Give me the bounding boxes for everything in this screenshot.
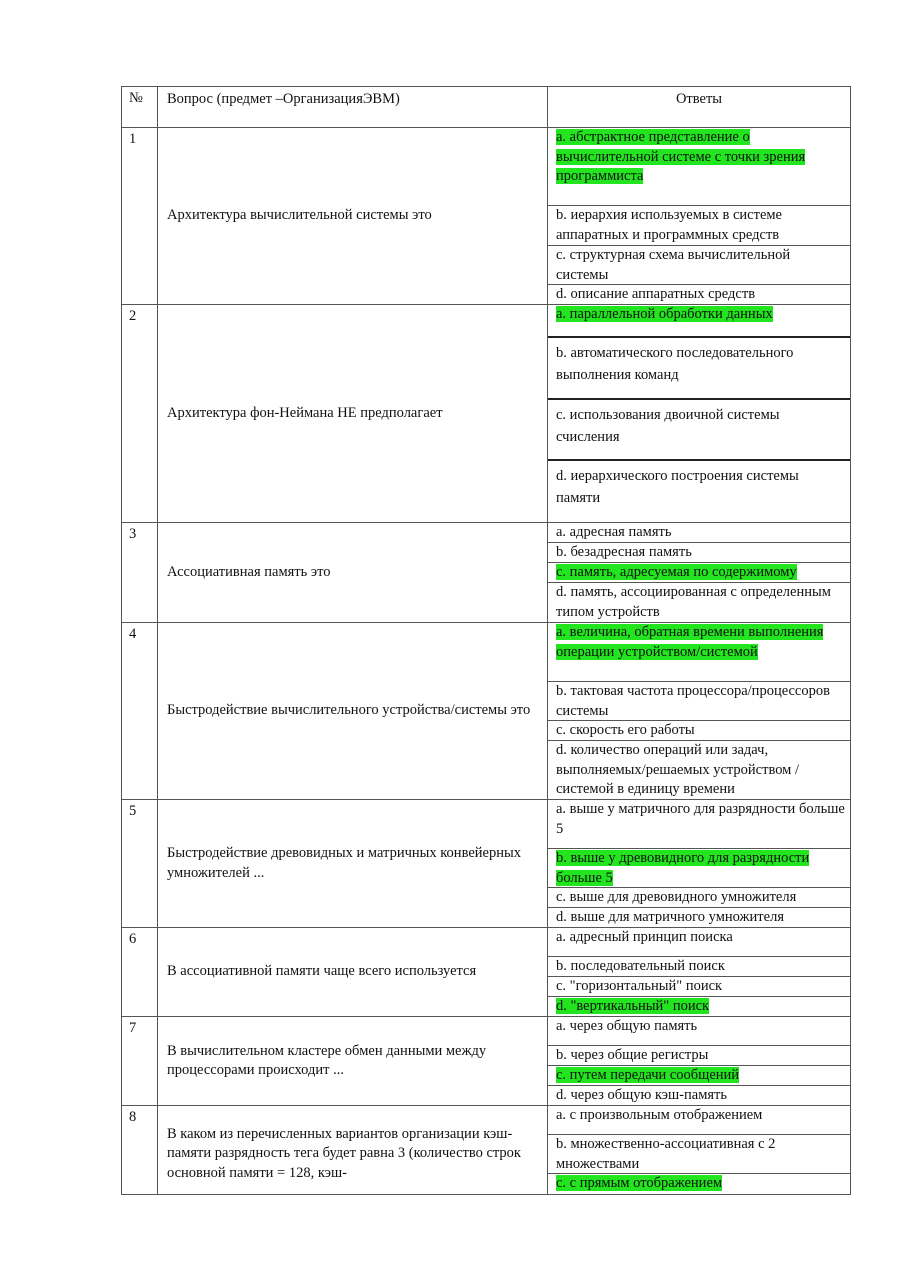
answer-option: b. тактовая частота процессора/процессоров системы bbox=[548, 682, 850, 721]
answer-options bbox=[548, 1017, 851, 1106]
question-text: Архитектура фон-Неймана НЕ предполагает bbox=[158, 305, 548, 523]
answer-option bbox=[548, 563, 850, 583]
answer-option: c. "горизонтальный" поиск bbox=[548, 977, 850, 997]
answer-option: c. структурная схема вычислительной системы bbox=[548, 246, 850, 285]
table-row bbox=[122, 1106, 851, 1195]
answer-option: a. выше у матричного для разрядности больше 5 bbox=[548, 800, 850, 849]
question-text: Архитектура вычислительной системы это bbox=[158, 128, 548, 305]
answer-option: d. иерархического построения системы памяти bbox=[556, 468, 799, 506]
correct-answer: c. путем передачи сообщений bbox=[556, 1067, 740, 1083]
answer-option: d. описание аппаратных средств bbox=[556, 286, 756, 302]
table-row bbox=[122, 305, 851, 523]
question-number: 4 bbox=[122, 623, 158, 800]
answer-option: b. иерархия используемых в системе аппаратных и программных средств bbox=[548, 206, 850, 246]
table-row bbox=[122, 1017, 851, 1106]
answer-option: a. адресный принцип поиска bbox=[548, 928, 850, 957]
question-text: Ассоциативная память это bbox=[158, 523, 548, 623]
table-row bbox=[122, 800, 851, 928]
answer-option: a. адресная память bbox=[548, 523, 850, 543]
question-number: 6 bbox=[122, 928, 158, 1017]
answer-option: b. безадресная память bbox=[548, 543, 850, 563]
answer-option: d. память, ассоциированная с определенным типом устройств bbox=[556, 584, 831, 620]
table-header-row bbox=[122, 87, 851, 128]
answer-option bbox=[548, 849, 850, 888]
correct-answer: c. память, адресуемая по содержимому bbox=[556, 564, 797, 580]
question-text: Быстродействие вычислительного устройства/системы это bbox=[158, 623, 548, 800]
correct-answer: a. величина, обратная времени выполнения операции устройством/системой bbox=[556, 624, 824, 660]
answer-option: b. автоматического последовательного выполнения команд bbox=[548, 338, 850, 400]
answer-option: a. через общую память bbox=[548, 1017, 850, 1046]
answer-option bbox=[548, 128, 850, 206]
question-number: 7 bbox=[122, 1017, 158, 1106]
answer-options bbox=[548, 800, 851, 928]
table-row bbox=[122, 928, 851, 1017]
question-number: 1 bbox=[122, 128, 158, 305]
questions-table bbox=[121, 86, 851, 1195]
answer-option bbox=[548, 997, 850, 1016]
question-number: 5 bbox=[122, 800, 158, 928]
question-text: В ассоциативной памяти чаще всего используется bbox=[158, 928, 548, 1017]
answer-options bbox=[548, 1106, 851, 1195]
answer-options bbox=[548, 928, 851, 1017]
question-number: 8 bbox=[122, 1106, 158, 1195]
answer-option: b. последовательный поиск bbox=[548, 957, 850, 977]
table-row bbox=[122, 623, 851, 800]
answer-option: b. через общие регистры bbox=[548, 1046, 850, 1066]
correct-answer: a. параллельной обработки данных bbox=[556, 306, 773, 322]
answer-option: c. выше для древовидного умножителя bbox=[548, 888, 850, 908]
correct-answer: b. выше у древовидного для разрядности больше 5 bbox=[556, 850, 810, 886]
answer-option bbox=[548, 1066, 850, 1086]
question-text: Быстродействие древовидных и матричных конвейерных умножителей ... bbox=[158, 800, 548, 928]
answer-option: d. количество операций или задач, выполняемых/решаемых устройством / системой в единицу времени bbox=[556, 742, 800, 797]
question-text: В вычислительном кластере обмен данными между процессорами происходит ... bbox=[158, 1017, 548, 1106]
answer-option bbox=[548, 623, 850, 682]
question-number: 2 bbox=[122, 305, 158, 523]
correct-answer: d. "вертикальный" поиск bbox=[556, 998, 710, 1014]
answer-options bbox=[548, 523, 851, 623]
question-number: 3 bbox=[122, 523, 158, 623]
correct-answer: c. с прямым отображением bbox=[556, 1175, 723, 1191]
answer-options bbox=[548, 623, 851, 800]
correct-answer: a. абстрактное представление о вычислительной системе с точки зрения программиста bbox=[556, 129, 806, 184]
answer-option: a. с произвольным отображением bbox=[548, 1106, 850, 1135]
answer-option: c. использования двоичной системы счисления bbox=[548, 400, 850, 461]
header-question: Вопрос (предмет –ОрганизацияЭВМ) bbox=[158, 87, 548, 128]
answer-option bbox=[548, 1174, 850, 1194]
question-text: В каком из перечисленных вариантов организации кэш-памяти разрядность тега будет равна 3 (количество строк основной памяти = 128, кэш- bbox=[158, 1106, 548, 1195]
answer-option bbox=[548, 305, 850, 338]
answer-options bbox=[548, 305, 851, 523]
table-row bbox=[122, 523, 851, 623]
answer-option: c. скорость его работы bbox=[548, 721, 850, 741]
answer-option: d. выше для матричного умножителя bbox=[556, 909, 784, 925]
header-answers: Ответы bbox=[548, 87, 851, 128]
answer-option: d. через общую кэш-память bbox=[556, 1087, 728, 1103]
answer-options bbox=[548, 128, 851, 305]
table-row bbox=[122, 128, 851, 305]
answer-option: b. множественно-ассоциативная с 2 множествами bbox=[548, 1135, 850, 1174]
header-number: № bbox=[122, 87, 158, 128]
